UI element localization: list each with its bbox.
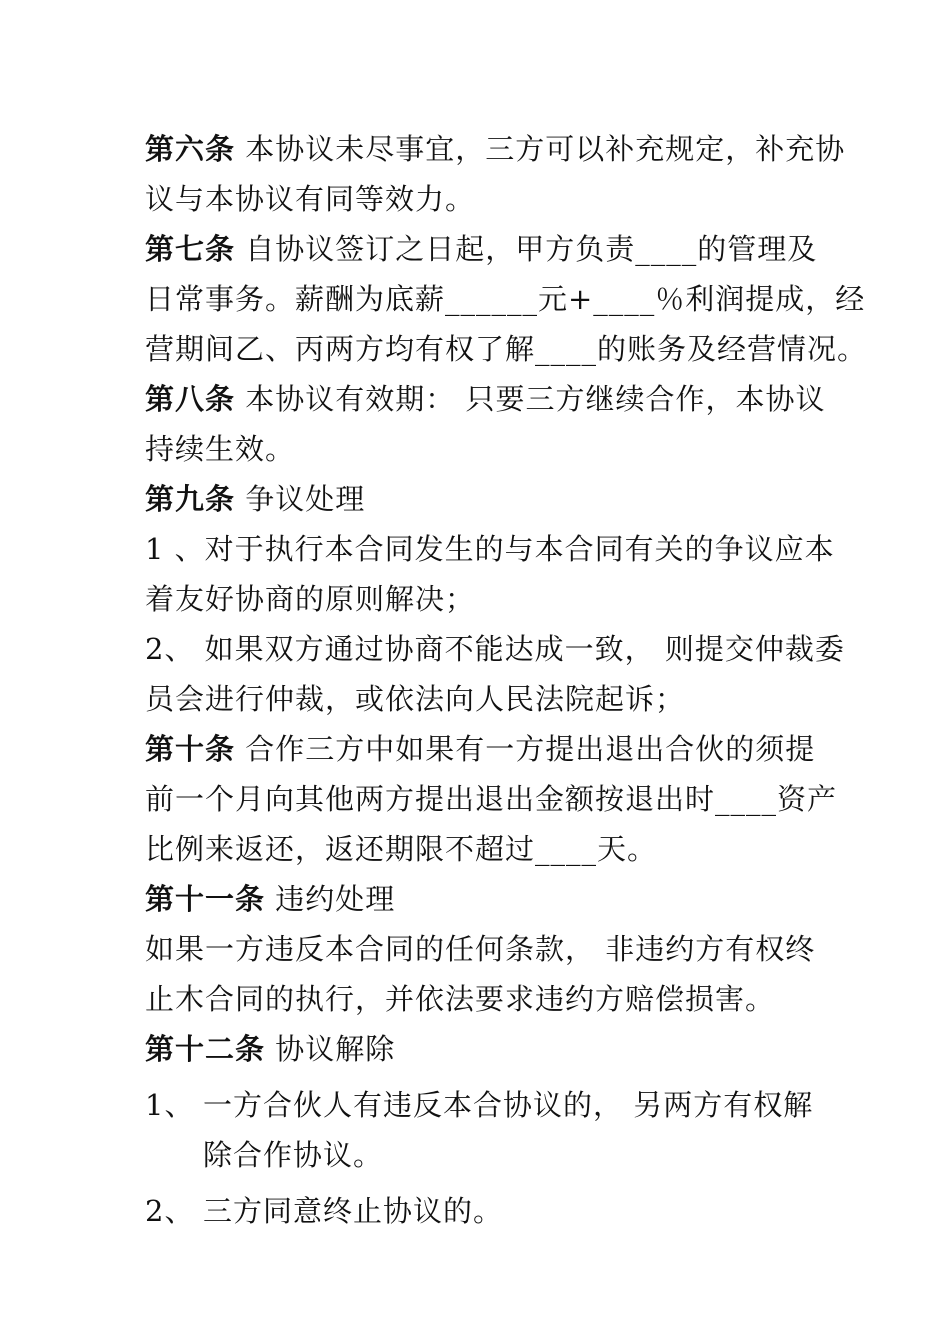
article-10-line-2: 前一个月向其他两方提出退出金额按退出时____资产 bbox=[145, 782, 838, 816]
article-8-line-1 bbox=[145, 374, 830, 424]
article-11-line-2: 止木合同的执行，并依法要求违约方赔偿损害。 bbox=[145, 982, 776, 1016]
article-12-item-2-number: 2、 bbox=[145, 1194, 195, 1228]
article-7-line-2: 日常事务。薪酬为底薪______元+____％利润提成，经 bbox=[145, 282, 866, 316]
article-10-line-3: 比例来返还，返还期限不超过____天。 bbox=[145, 832, 658, 866]
article-9-heading: 第九条 bbox=[145, 482, 236, 516]
article-9-item-2-line-1: 2、 如果双方通过协商不能达成一致， 则提交仲裁委 bbox=[145, 632, 845, 666]
article-10-text: 合作三方中如果有一方提出退出合伙的须提 bbox=[235, 732, 816, 766]
article-12-item-2-text bbox=[203, 1186, 830, 1236]
article-8-line-2: 持续生效。 bbox=[145, 432, 296, 466]
article-9-title: 争议处理 bbox=[235, 482, 366, 516]
article-12-item-1-line-2: 除合作协议。 bbox=[203, 1138, 384, 1172]
article-11-title: 违约处理 bbox=[265, 882, 396, 916]
article-12-title: 协议解除 bbox=[265, 1032, 396, 1066]
article-12-title-line bbox=[145, 1024, 830, 1074]
article-12-item-2 bbox=[145, 1186, 830, 1236]
article-11-title-line bbox=[145, 874, 830, 924]
article-12-item-1-text bbox=[203, 1080, 830, 1180]
article-6-text: 本协议未尽事宜，三方可以补充规定，补充协 bbox=[235, 132, 846, 166]
article-11-heading: 第十一条 bbox=[145, 882, 266, 916]
article-11-line-1: 如果一方违反本合同的任何条款， 非违约方有权终 bbox=[145, 932, 816, 966]
article-12-item-1 bbox=[145, 1080, 830, 1180]
article-6-heading: 第六条 bbox=[145, 132, 236, 166]
article-8-text: 本协议有效期： 只要三方继续合作，本协议 bbox=[235, 382, 826, 416]
article-7-line-1 bbox=[145, 224, 830, 274]
article-12-item-2-line-1: 三方同意终止协议的。 bbox=[203, 1194, 504, 1228]
article-12-item-1-line-1: 一方合伙人有违反本合协议的， 另两方有权解 bbox=[203, 1088, 814, 1122]
article-12-item-1-number: 1、 bbox=[145, 1088, 195, 1122]
article-6-line-2: 议与本协议有同等效力。 bbox=[145, 182, 476, 216]
article-9-item-1-line-2: 着友好协商的原则解决； bbox=[145, 582, 476, 616]
article-8-heading: 第八条 bbox=[145, 382, 236, 416]
article-9-title-line bbox=[145, 474, 830, 524]
article-6-line-1 bbox=[145, 124, 846, 174]
article-9-item-2-line-2: 员会进行仲裁，或依法向人民法院起诉； bbox=[145, 682, 686, 716]
article-7-text: 自协议签订之日起，甲方负责____的管理及 bbox=[235, 232, 818, 266]
article-10-line-1 bbox=[145, 724, 830, 774]
article-7-heading: 第七条 bbox=[145, 232, 236, 266]
article-7-line-3: 营期间乙、丙两方均有权了解____的账务及经营情况。 bbox=[145, 332, 868, 366]
article-12-heading: 第十二条 bbox=[145, 1032, 266, 1066]
article-10-heading: 第十条 bbox=[145, 732, 236, 766]
article-9-item-1-line-1: 1 、对于执行本合同发生的与本合同有关的争议应本 bbox=[145, 532, 835, 566]
